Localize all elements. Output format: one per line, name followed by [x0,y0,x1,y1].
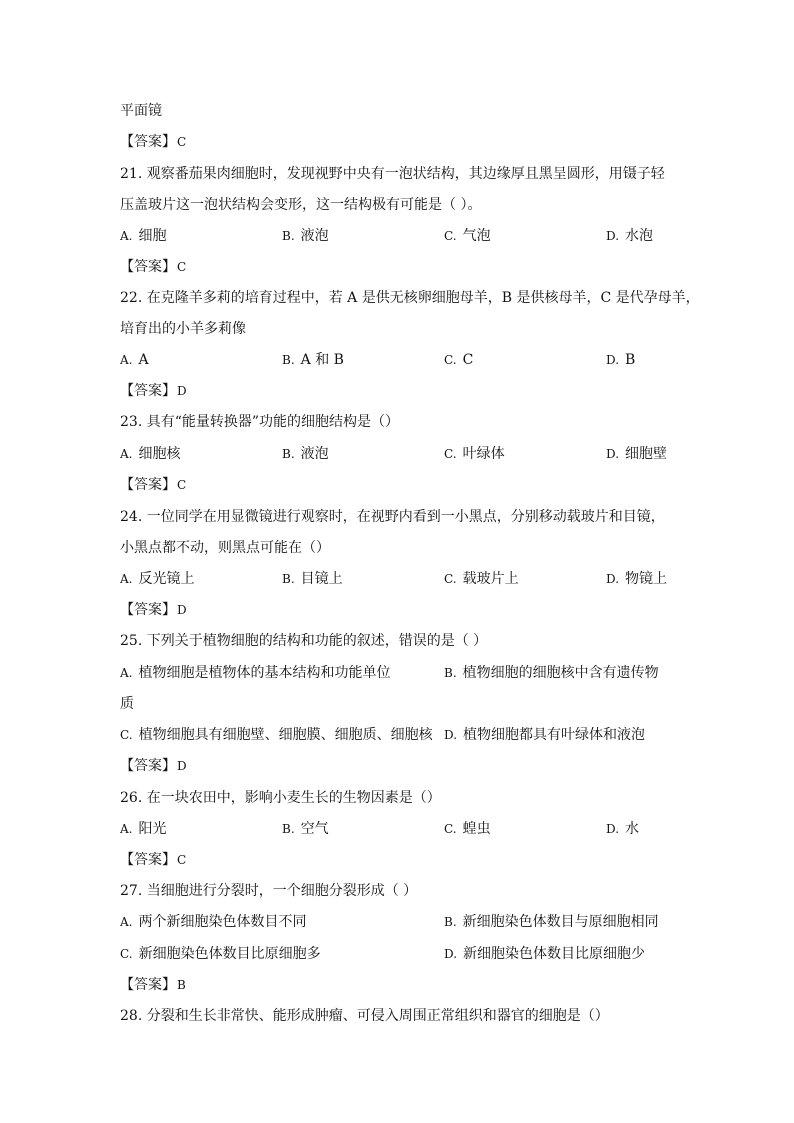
question-22-options [120,350,680,370]
option-d: D. 水 [606,821,640,837]
option-b: B. 液泡 [282,446,329,462]
question-25-text: 25. 下列关于植物细胞的结构和功能的叙述，错误的是（ ） [120,633,488,649]
question-28-text: 28. 分裂和生长非常快、能形成肿瘤、可侵入周围正常组织和器官的细胞是（） [120,1008,609,1024]
option-a: A. 植物细胞是植物体的基本结构和功能单位 [120,665,391,681]
question-22-text: 22. 在克隆羊多莉的培育过程中，若 A 是供无核卵细胞母羊，B 是供核母羊，C 是代孕母羊， [120,290,700,306]
option-c: C. 叶绿体 [444,446,505,462]
question-21-options [120,226,680,246]
option-a: A. 细胞 [120,228,167,244]
top-fragment: 平面镜 [120,103,162,119]
question-27-options [120,912,680,932]
question-24-text: 24. 一位同学在用显微镜进行观察时，在视野内看到一小黑点，分别移动载玻片和目镜， [120,509,665,525]
option-a: A. A [120,352,149,368]
option-a: A. 两个新细胞染色体数目不同 [120,914,307,930]
question-21-text: 压盖玻片这一泡状结构会变形，这一结构极有可能是（ ）。 [120,197,482,213]
question-27-options [120,944,680,964]
option-a: A. 细胞核 [120,446,181,462]
answer-line: 【答案】D [120,758,187,774]
option-b: B. 液泡 [282,228,329,244]
question-22-text: 培育出的小羊多莉像 [120,321,246,337]
question-25-options [120,725,680,745]
option-d: D. 细胞壁 [606,446,668,462]
option-b: B. A 和 B [282,352,344,368]
question-23-options [120,444,680,464]
option-c: C. 蝗虫 [444,821,491,837]
answer-line: 【答案】D [120,602,187,618]
answer-line: 【答案】B [120,977,186,993]
option-c: C. 植物细胞具有细胞壁、细胞膜、细胞质、细胞核 [120,727,433,743]
option-d: D. B [606,352,636,368]
option-b: B. 植物细胞的细胞核中含有遗传物 [444,665,659,681]
question-24-options [120,569,680,589]
option-c: C. 载玻片上 [444,571,519,587]
option-b: B. 目镜上 [282,571,343,587]
option-d: D. 新细胞染色体数目比原细胞少 [444,946,646,962]
question-24-text: 小黑点都不动，则黑点可能在（） [120,540,330,556]
answer-line: 【答案】C [120,852,187,868]
question-23-text: 23. 具有“能量转换器”功能的细胞结构是（） [120,414,400,430]
option-a: A. 阳光 [120,821,167,837]
option-c: C. C [444,352,474,368]
option-c: C. 气泡 [444,228,491,244]
answer-line: 【答案】C [120,134,187,150]
option-d: D. 水泡 [606,228,654,244]
answer-line: 【答案】C [120,259,187,275]
option-b-wrap: 质 [120,696,134,712]
question-26-text: 26. 在一块农田中，影响小麦生长的生物因素是（） [120,790,441,806]
question-21-text: 21. 观察番茄果肉细胞时，发现视野中央有一泡状结构，其边缘厚且黑呈圆形，用镊子轻 [120,166,665,182]
option-b: B. 空气 [282,821,329,837]
question-25-options [120,663,680,683]
question-27-text: 27. 当细胞进行分裂时，一个细胞分裂形成（ ） [120,883,418,899]
option-d: D. 物镜上 [606,571,668,587]
option-b: B. 新细胞染色体数目与原细胞相同 [444,914,659,930]
option-c: C. 新细胞染色体数目比原细胞多 [120,946,321,962]
option-d: D. 植物细胞都具有叶绿体和液泡 [444,727,646,743]
option-a: A. 反光镜上 [120,571,195,587]
answer-line: 【答案】C [120,477,187,493]
question-26-options [120,819,680,839]
answer-line: 【答案】D [120,383,187,399]
